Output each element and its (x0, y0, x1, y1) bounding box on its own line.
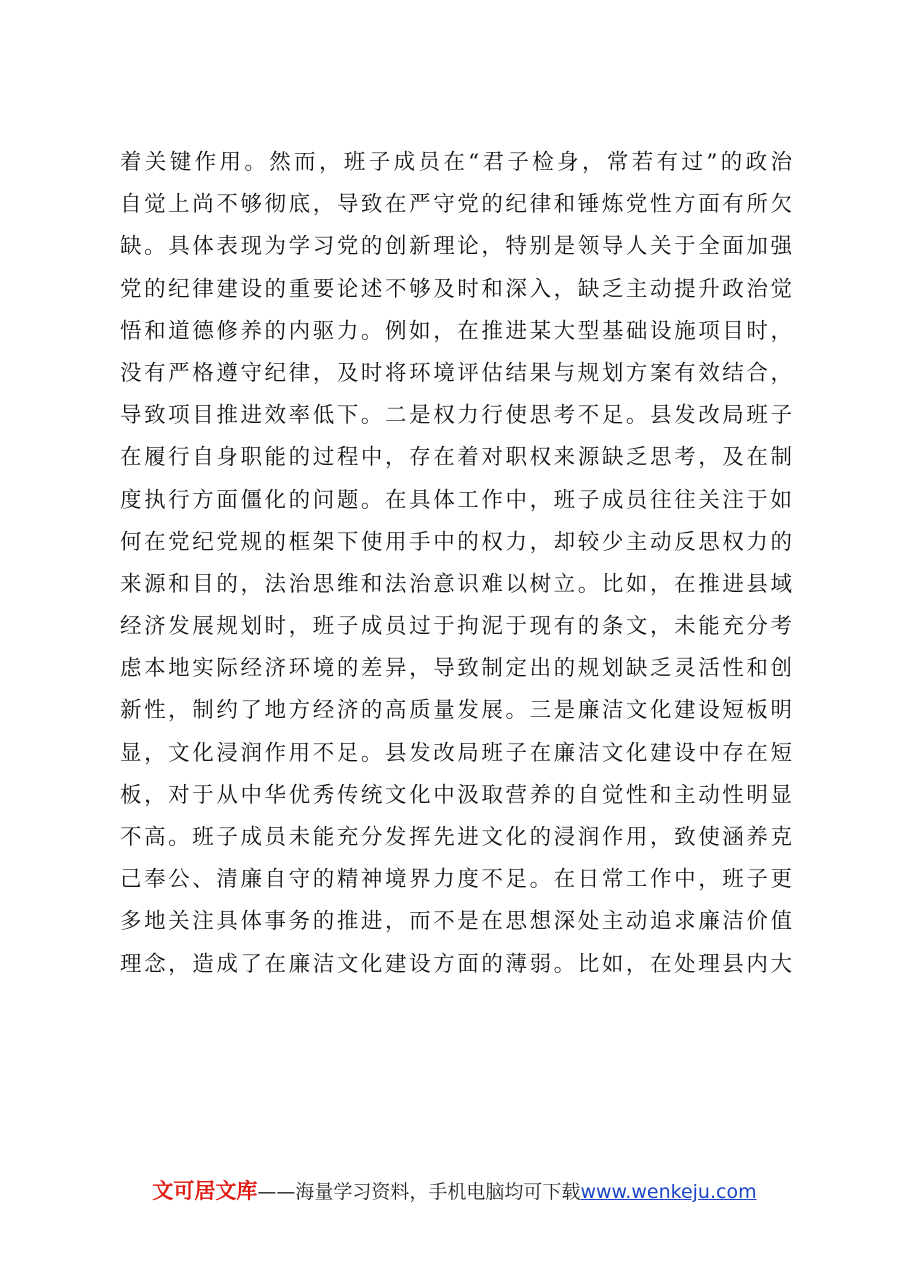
text-line: 显，文化浸润作用不足。县发改局班子在廉洁文化建设中存在短 (120, 740, 792, 766)
body-text (120, 142, 792, 986)
page-footer (0, 1176, 909, 1207)
footer-slogan: ——海量学习资料，手机电脑均可下载 (257, 1181, 581, 1203)
text-line: 理念，造成了在廉洁文化建设方面的薄弱。比如，在处理县内大 (120, 951, 792, 977)
text-line: 党的纪律建设的重要论述不够及时和深入，缺乏主动提升政治觉 (120, 276, 792, 302)
text-line: 己奉公、清廉自守的精神境界力度不足。在日常工作中，班子更 (120, 867, 792, 893)
text-line: 板，对于从中华优秀传统文化中汲取营养的自觉性和主动性明显 (120, 782, 792, 808)
text-line: 度执行方面僵化的问题。在具体工作中，班子成员往往关注于如 (120, 487, 792, 513)
text-line: 多地关注具体事务的推进，而不是在思想深处主动追求廉洁价值 (120, 909, 792, 935)
text-line: 新性，制约了地方经济的高质量发展。三是廉洁文化建设短板明 (120, 698, 792, 724)
text-line: 没有严格遵守纪律，及时将环境评估结果与规划方案有效结合， (120, 360, 792, 386)
text-line: 导致项目推进效率低下。二是权力行使思考不足。县发改局班子 (120, 403, 792, 429)
footer-brand: 文可居文库 (152, 1179, 258, 1203)
text-line: 来源和目的，法治思维和法治意识难以树立。比如，在推进县域 (120, 571, 792, 597)
text-line: 缺。具体表现为学习党的创新理论，特别是领导人关于全面加强 (120, 234, 792, 260)
text-line: 悟和道德修养的内驱力。例如，在推进某大型基础设施项目时， (120, 318, 792, 344)
text-line: 虑本地实际经济环境的差异，导致制定出的规划缺乏灵活性和创 (120, 656, 792, 682)
text-line: 经济发展规划时，班子成员过于拘泥于现有的条文，未能充分考 (120, 614, 792, 640)
text-line: 自觉上尚不够彻底，导致在严守党的纪律和锤炼党性方面有所欠 (120, 192, 792, 218)
text-line: 着关键作用。然而，班子成员在“君子检身，常若有过”的政治 (120, 150, 792, 175)
text-line: 不高。班子成员未能充分发挥先进文化的浸润作用，致使涵养克 (120, 825, 792, 850)
text-line: 何在党纪党规的框架下使用手中的权力，却较少主动反思权力的 (120, 529, 792, 555)
text-line: 在履行自身职能的过程中，存在着对职权来源缺乏思考，及在制 (120, 445, 792, 471)
footer-url-link[interactable]: www.wenkeju.com (580, 1181, 757, 1203)
